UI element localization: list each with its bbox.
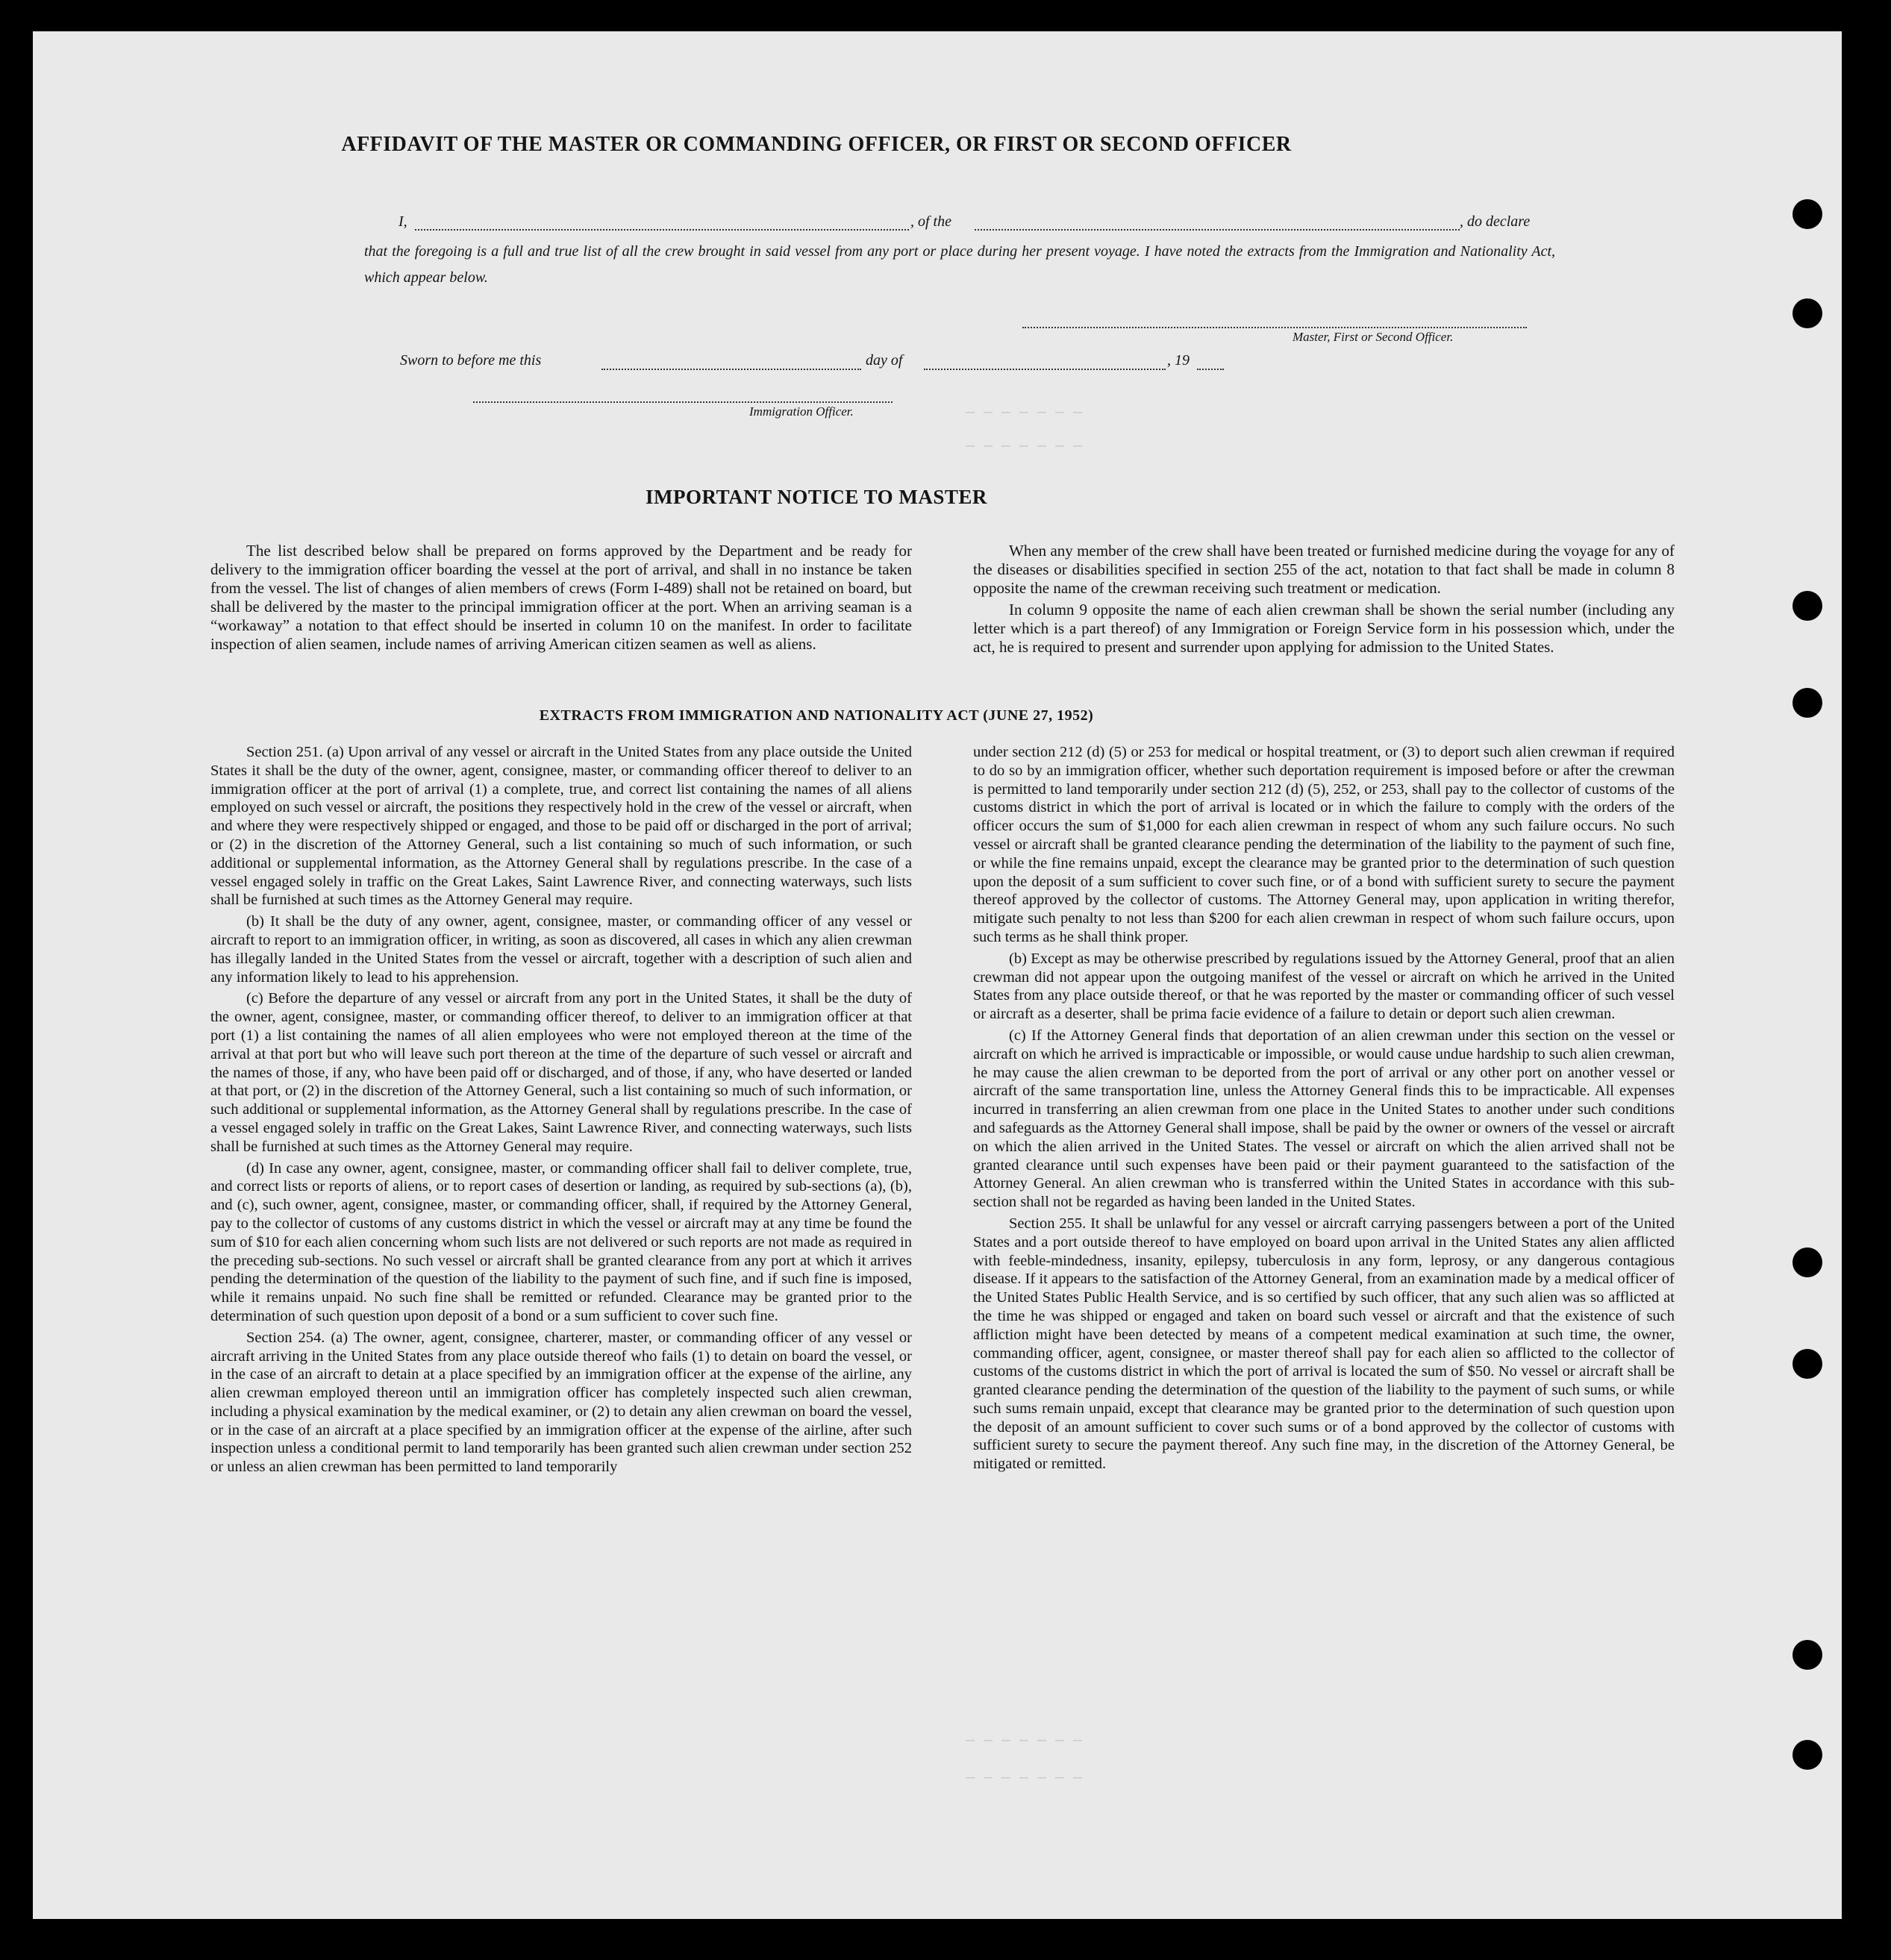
declarant-name-field[interactable] (415, 229, 909, 231)
punch-hole (1792, 1740, 1822, 1770)
bleed-through-mark: — — — — — — — (966, 404, 1083, 422)
section-paragraph: (b) It shall be the duty of any owner, agent, consignee, master, or commanding officer of any vessel or aircraft to report to an immigration officer, in writing, as soon as discovered, all cases in which any alien crewman has illegally landed in the United States from the vessel or aircraft, together with a description of such alien and any information likely to lead to his apprehension. (210, 913, 912, 986)
section-paragraph: (c) Before the departure of any vessel or aircraft from any port in the United States, it shall be the duty of the owner, agent, consignee, master, or commanding officer thereof, to deliver to an immigration officer at that port (1) a list containing the names of all alien employees who were not employed thereon at the time of the arrival at that port but who will leave such port thereon at the time of the departure of such vessel or aircraft and the names of those, if any, who have been paid off or discharged, and of those, if any, who have deserted or landed at that port, or (2) in the discretion of the Attorney General, such a list containing so much of such information, or such additional or supplemental information, as the Attorney General shall by regulations prescribe. In the case of a vessel engaged solely in traffic on the Great Lakes, Saint Lawrence River, and connecting waterways, such lists shall be furnished at such times as the Attorney General may require. (210, 990, 912, 1155)
document-page (33, 31, 1842, 1919)
punch-hole (1792, 591, 1822, 621)
do-declare-label: , do declare (1460, 213, 1531, 230)
year-prefix-label: , 19 (1167, 352, 1190, 369)
punch-hole (1792, 199, 1822, 229)
extracts-title: EXTRACTS FROM IMMIGRATION AND NATIONALITY ACT (JUNE 27, 1952) (539, 707, 1094, 724)
section-paragraph: Section 251. (a) Upon arrival of any vessel or aircraft in the United States from any place outside the United States it shall be the duty of the owner, agent, consignee, master, or commanding officer thereof to deliver to an immigration officer at the port of arrival (1) a complete, true, and correct list containing the names of all aliens employed on such vessel or aircraft, the positions they respectively hold in the crew of the vessel or aircraft, when and where they were respectively shipped or engaged, and those to be paid off or discharged in the port of arrival; or (2) in the discretion of the Attorney General, such a list containing so much of such information, or such additional or supplemental information, as the Attorney General shall by regulations prescribe. In the case of a vessel engaged solely in traffic on the Great Lakes, Saint Lawrence River, and connecting waterways, such lists shall be furnished at such times as the Attorney General may require. (210, 744, 912, 909)
bleed-through-mark: — — — — — — — (966, 1732, 1083, 1750)
sworn-year-field[interactable] (1197, 369, 1224, 370)
notice-right-column (973, 542, 1675, 660)
master-signature-field[interactable] (1022, 327, 1527, 328)
section-paragraph: (d) In case any owner, agent, consignee, master, or commanding officer shall fail to deliver complete, true, and correct lists or reports of aliens, or to report cases of desertion or landing, as required by sub-sections (a), (b), and (c), such owner, agent, consignee, master, or commanding officer, shall, if required by the Attorney General, pay to the collector of customs of any customs district in which the vessel or aircraft may at any time be found the sum of $10 for each alien concerning whom such lists are not delivered or such reports are not made as required in the preceding sub-sections. No such vessel or aircraft shall be granted clearance from any port at which it arrives pending the determination of the question of the liability to the payment of such fine, and if such fine is imposed, while it remains unpaid. No such fine shall be remitted or refunded. Clearance may be granted prior to the determination of such question upon deposit of a bond or a sum sufficient to cover such fine. (210, 1159, 912, 1324)
of-the-label: , of the (910, 213, 951, 230)
notice-title: IMPORTANT NOTICE TO MASTER (646, 486, 987, 508)
sworn-day-field[interactable] (601, 369, 861, 370)
section-paragraph: (c) If the Attorney General finds that deportation of an alien crewman under this section on the vessel or aircraft on which he arrived is impracticable or impossible, or would cause undue hardship to such alien crewman, he may cause the alien crewman to be deported from the port of arrival or any other port on another vessel or aircraft of the same transportation line, unless the Attorney General finds this to be impracticable. All expenses incurred in transferring an alien crewman from one place in the United States to another under such conditions and safeguards as the Attorney General shall impose, shall be paid by the owner or owners of the vessel or aircraft on which the alien arrived in the United States. The vessel or aircraft on which the alien arrived shall not be granted clearance until such expenses have been paid or their payment guaranteed to the satisfaction of the Attorney General. An alien crewman who is transferred within the United States in accordance with this sub-section shall not be regarded as having been landed in the United States. (973, 1027, 1675, 1211)
vessel-name-field[interactable] (975, 229, 1460, 231)
notice-left-column (210, 542, 912, 657)
notice-paragraph: The list described below shall be prepared on forms approved by the Department and be ready for delivery to the immigration officer boarding the vessel at the port of arrival, and shall in no instance be taken from the vessel. The list of changes of alien members of crews (Form I-489) shall not be retained on board, but shall be delivered by the master to the principal immigration officer at the port. When an arriving seaman is a “workaway” a notation to that effect should be inserted in column 10 on the manifest. In order to facilitate inspection of alien seamen, include names of arriving American citizen seamen as well as aliens. (210, 542, 912, 653)
punch-hole (1792, 298, 1822, 328)
immigration-officer-label: Immigration Officer. (749, 404, 854, 419)
section-paragraph: under section 212 (d) (5) or 253 for medical or hospital treatment, or (3) to deport such alien crewman if required to do so by an immigration officer, whether such deportation requirement is imposed before or after the crewman is permitted to land temporarily under section 212 (d) (5), 252, or 253, shall pay to the collector of customs of the customs district in which the port of arrival is located or in which the failure to comply with the orders of the officer occurs the sum of $1,000 for each alien crewman in respect of whom any such failure occurs. No such vessel or aircraft shall be granted clearance pending the determination of the liability to the payment of such fine, or while the fine remains unpaid, except the clearance may be granted prior to the determination of such question upon the deposit of a sum sufficient to cover such fine, or of a bond with sufficient surety to secure the payment thereof approved by the collector of customs. The Attorney General may, upon application in writing therefor, mitigate such penalty to not less than $200 for each alien crewman in respect of whom such failure occurs, upon such terms as he shall think proper. (973, 744, 1675, 945)
bleed-through-mark: — — — — — — — (966, 438, 1083, 455)
section-paragraph: (b) Except as may be otherwise prescribed by regulations issued by the Attorney General, proof that an alien crewman did not appear upon the outgoing manifest of the vessel or aircraft on which he arrived in the United States from any place outside thereof, or that he was reported by the master or commanding officer of such vessel or aircraft as a deserter, shall be prima facie evidence of a failure to detain or deport such alien crewman. (973, 950, 1675, 1023)
extracts-left-column (210, 743, 912, 1480)
punch-hole (1792, 1247, 1822, 1277)
bleed-through-mark: — — — — — — — (966, 1770, 1083, 1787)
section-paragraph: Section 255. It shall be unlawful for any vessel or aircraft carrying passengers between a port of the United States and a port outside thereof to have employed on board upon arrival in the United States any alien afflicted with feeble-mindedness, insanity, epilepsy, tuberculosis in any form, leprosy, or any dangerous contagious disease. If it appears to the satisfaction of the Attorney General, from an examination made by a medical officer of the United States Public Health Service, and is so certified by such officer, that any such alien was so afflicted at the time he was shipped or engaged and taken on board such vessel or aircraft and that the existence of such affliction might have been detected by means of a competent medical examination at such time, the owner, commanding officer, agent, consignee, or master thereof shall pay for each alien so afflicted to the collector of customs of the customs district in which the port of arrival is located the sum of $50. No vessel or aircraft shall be granted clearance pending the determination of the question of the liability to the payment of such sums, or while such sums remain unpaid, except that clearance may be granted prior to the determination of such question upon the deposit of an amount sufficient to cover such sums or of a bond approved by the collector of customs with sufficient surety to secure the payment thereof. Any such fine may, in the discretion of the Attorney General, be mitigated or remitted. (973, 1215, 1675, 1473)
day-of-label: day of (866, 352, 903, 369)
sworn-label: Sworn to before me this (400, 352, 542, 369)
punch-hole (1792, 1349, 1822, 1379)
extracts-right-column (973, 743, 1675, 1477)
declarant-label: I, (398, 213, 407, 230)
immigration-officer-signature-field[interactable] (473, 401, 893, 403)
notice-paragraph: In column 9 opposite the name of each alien crewman shall be shown the serial number (including any letter which is a part thereof) of any Immigration or Foreign Service form in his possession which, under the act, he is required to present and surrender upon applying for admission to the United States. (973, 601, 1675, 656)
master-signature-label: Master, First or Second Officer. (1293, 330, 1454, 344)
punch-hole (1792, 1640, 1822, 1670)
punch-hole (1792, 688, 1822, 718)
declaration-text: that the foregoing is a full and true list of all the crew brought in said vessel from any port or place during her present voyage. I have noted the extracts from the Immigration and Nationality Act, which appear below. (364, 243, 1555, 286)
notice-paragraph: When any member of the crew shall have been treated or furnished medicine during the voyage for any of the diseases or disabilities specified in section 255 of the act, notation to that fact shall be made in column 8 opposite the name of the crewman receiving such treatment or medication. (973, 542, 1675, 597)
sworn-month-field[interactable] (924, 369, 1166, 370)
affidavit-title: AFFIDAVIT OF THE MASTER OR COMMANDING OFFICER, OR FIRST OR SECOND OFFICER (341, 133, 1292, 156)
section-paragraph: Section 254. (a) The owner, agent, consignee, charterer, master, or commanding officer of any vessel or aircraft arriving in the United States from any place outside thereof who fails (1) to detain on board the vessel, or in the case of an aircraft to detain at a place specified by an immigration officer at the expense of the airline, any alien crewman employed thereon until an immigration officer has completely inspected such alien crewman, including a physical examination by the medical examiner, or (2) to detain any alien crewman on board the vessel, or in the case of an aircraft at a place specified by an immigration officer at the expense of the airline, after such inspection unless a conditional permit to land temporarily has been granted such alien crewman under section 252 or unless an alien crewman has been permitted to land temporarily (210, 1329, 912, 1476)
